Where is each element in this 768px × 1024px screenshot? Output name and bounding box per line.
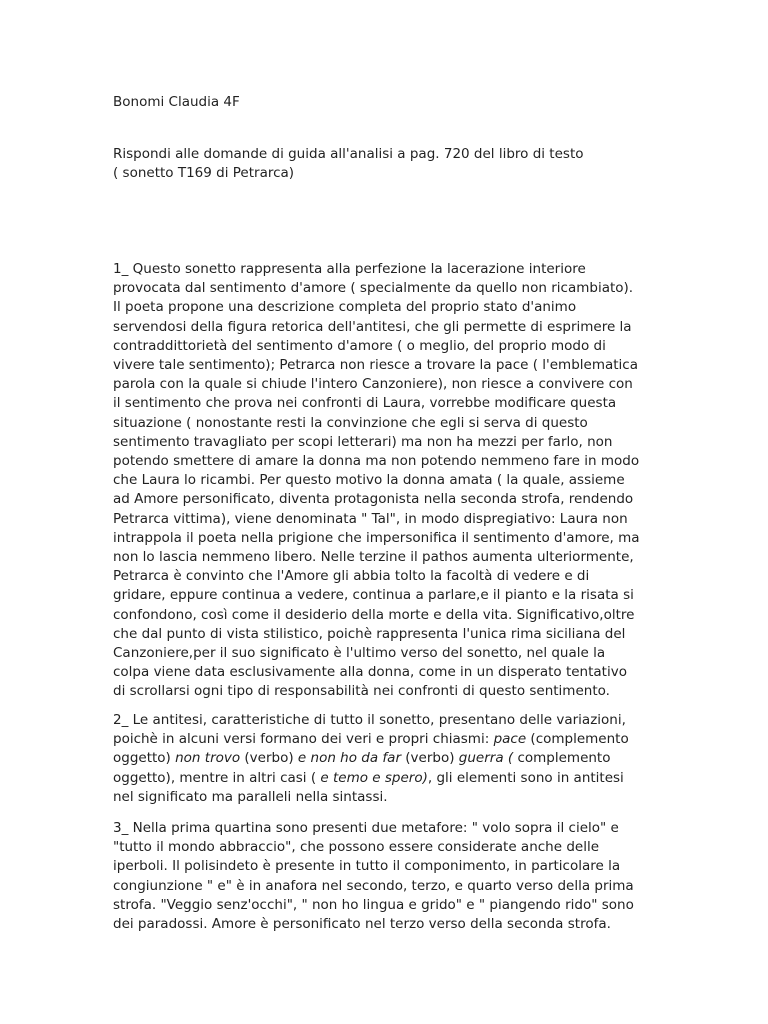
text-run: , gli elementi sono in antitesi [427, 769, 624, 786]
text-line: il sentimento che prova nei confronti di Laura, vorrebbe modificare questa [113, 395, 617, 412]
text-line: gridare, eppure continua a vedere, continua a parlare,e il pianto e la risata si [113, 587, 634, 604]
text-line: dei paradossi. Amore è personificato nel terzo verso della seconda strofa. [113, 916, 611, 933]
text-line: situazione ( nonostante resti la convinzione che egli si serva di questo [113, 414, 588, 431]
text-line: contraddittorietà del sentimento d'amore ( o meglio, del proprio modo di [113, 337, 606, 354]
text-line: ad Amore personificato, diventa protagonista nella seconda strofa, rendendo [113, 491, 634, 508]
italic-run: pace [493, 731, 527, 748]
text-line: Petrarca è convinto che l'Amore gli abbia tolto la facoltà di vedere e di [113, 568, 590, 585]
text-line: colpa viene data esclusivamente alla donna, come in un disperato tentativo [113, 664, 627, 681]
text-run: (verbo) [240, 750, 298, 767]
text-line: parola con la quale si chiude l'intero Canzoniere), non riesce a convivere con [113, 376, 633, 393]
text-line: potendo smettere di amare la donna ma non potendo nemmeno fare in modo [113, 453, 640, 470]
text-line [113, 749, 629, 768]
text-run: poichè in alcuni versi formano dei veri e propri chiasmi: [113, 731, 494, 748]
text-line: 2_ Le antitesi, caratteristiche di tutto il sonetto, presentano delle variazioni, [113, 712, 626, 728]
answer-paragraph-3 [113, 819, 634, 934]
text-line: intrappola il poeta nella prigione che impersonifica il sentimento d'amore, ma [113, 529, 640, 546]
answer-paragraph-1 [113, 260, 640, 702]
text-line: che dal punto di vista stilistico, poichè rappresenta l'unica rima siciliana del [113, 625, 626, 642]
text-line: Il poeta propone una descrizione completa del proprio stato d'animo [113, 299, 577, 316]
text-line: 3_ Nella prima quartina sono presenti due metafore: " volo sopra il cielo" e [113, 820, 619, 836]
text-line: non lo lascia nemmeno libero. Nelle terzine il pathos aumenta ulteriormente, [113, 549, 634, 566]
text-run: (complemento [526, 731, 629, 748]
text-line: vivere tale sentimento); Petrarca non riesce a trovare la pace ( l'emblematica [113, 357, 638, 374]
text-line [113, 769, 629, 788]
answer-paragraph-2 [113, 711, 629, 807]
text-line: congiunzione " e" è in anafora nel secondo, terzo, e quarto verso della prima [113, 877, 634, 894]
assignment-instructions [113, 145, 584, 183]
text-line: "tutto il mondo abbraccio", che possono essere considerate anche delle [113, 839, 600, 856]
text-line: iperboli. Il polisindeto è presente in tutto il componimento, in particolare la [113, 858, 621, 875]
text-run: oggetto), mentre in altri casi ( [113, 769, 321, 786]
text-line: di scrollarsi ogni tipo di responsabilità nei confronti di questo sentimento. [113, 683, 610, 700]
text-line: provocata dal sentimento d'amore ( specialmente da quello non ricambiato). [113, 280, 634, 297]
text-line: che Laura lo ricambi. Per questo motivo la donna amata ( la quale, assieme [113, 472, 625, 489]
text-run: oggetto) [113, 750, 176, 767]
text-run: complemento [513, 750, 611, 767]
assignment-line-2: ( sonetto T169 di Petrarca) [113, 165, 295, 181]
text-line: Canzoniere,per il suo significato è l'ultimo verso del sonetto, nel quale la [113, 645, 606, 662]
text-line: servendosi della figura retorica dell'antitesi, che gli permette di esprimere la [113, 318, 632, 335]
assignment-line-1: Rispondi alle domande di guida all'analisi a pag. 720 del libro di testo [113, 146, 584, 162]
italic-run: e temo e spero) [320, 769, 428, 786]
italic-run: non trovo [175, 750, 241, 767]
author-name: Bonomi Claudia 4F [113, 94, 240, 110]
text-line: 1_ Questo sonetto rappresenta alla perfezione la lacerazione interiore [113, 261, 586, 277]
text-run: (verbo) [401, 750, 459, 767]
italic-run: e non ho da far [297, 750, 401, 767]
text-line: sentimento travagliato per scopi letterari) ma non ha mezzi per farlo, non [113, 433, 613, 450]
italic-run: guerra ( [458, 750, 514, 767]
text-line: confondono, così come il desiderio della morte e della vita. Significativo,oltre [113, 606, 635, 623]
text-line: strofa. "Veggio senz'occhi", " non ho lingua e grido" e " piangendo rido" sono [113, 896, 634, 913]
text-line [113, 730, 629, 749]
text-line: Petrarca vittima), viene denominata " Tal", in modo dispregiativo: Laura non [113, 510, 628, 527]
text-line: nel significato ma paralleli nella sintassi. [113, 788, 388, 805]
